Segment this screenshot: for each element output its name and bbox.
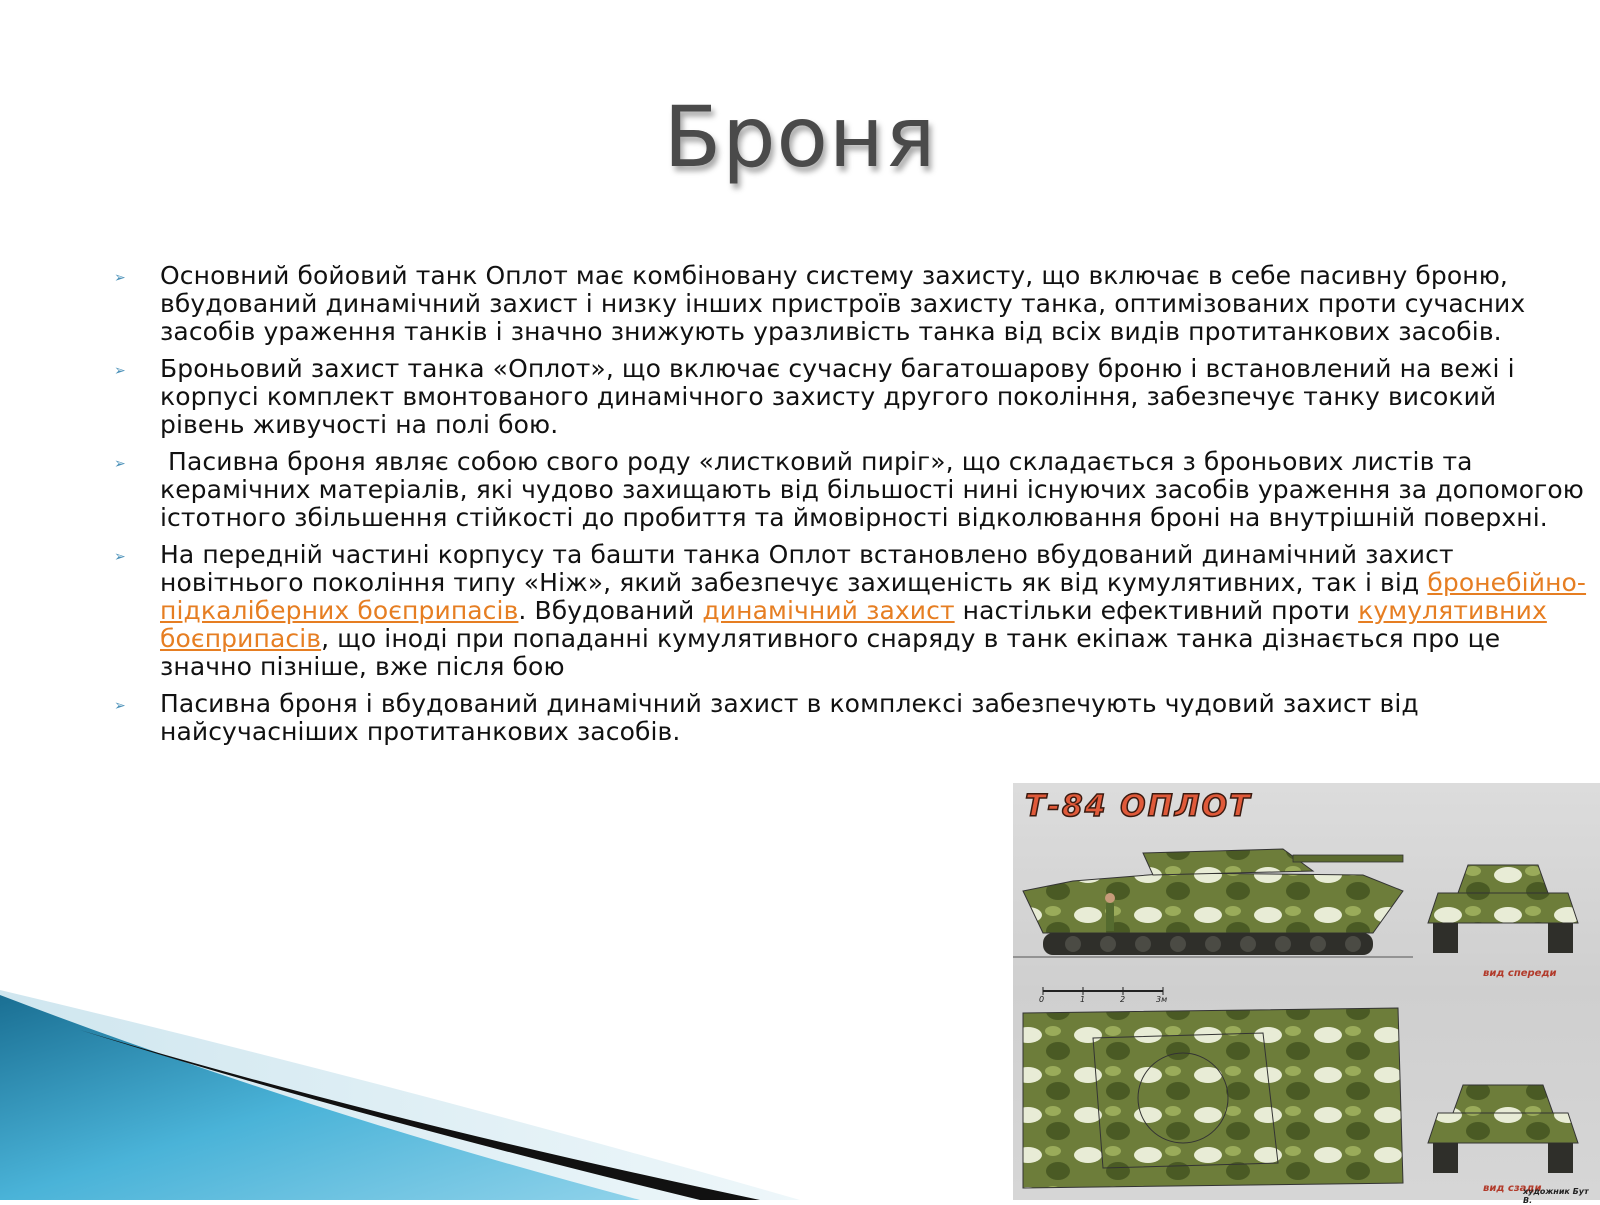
scale-label: 3м [1156,995,1168,1004]
artist-credit: художник Бут В. [1523,1187,1589,1205]
bullet-text-part: , що іноді при попаданні кумулятивного снаряду в танк екіпаж танка дізнається про це значно пізніше, вже після бою [160,624,1501,681]
scale-label: 1 [1080,995,1086,1004]
scale-label: 0 [1039,995,1045,1004]
bullet-list [108,261,1593,755]
bullet-text: Броньовий захист танка «Оплот», що включає сучасну багатошарову броню і встановлений на вежі і корпусі комплект вмонтованого динамічного захисту другого покоління, забезпечує танку високий рівень живучості на полі бою. [160,354,1515,439]
bullet-item [108,541,1588,681]
scale-label: 2 [1120,995,1126,1004]
bullet-text-part: настільки ефективний проти [954,596,1359,625]
bullet-item [108,355,1588,439]
arrow-bullet-icon: ➢ [114,549,126,565]
arrow-bullet-icon: ➢ [114,698,126,714]
bullet-text: Пасивна броня і вбудований динамічний захист в комплексі забезпечують чудовий захист від найсучасніших протитанкових засобів. [160,689,1419,746]
bullet-text: Пасивна броня являє собою свого роду «листковий пиріг», що складається з броньових листів та керамічних матеріалів, які чудово захищають від більшості нині існуючих засобів ураження за допомогою істотного збільшення стійкості до пробиття та ймовірності відколювання броні на внутрішній поверхні. [160,447,1593,532]
rear-view-label: вид сзади [1483,1183,1542,1194]
bullet-item [108,262,1588,346]
decorative-wave [0,990,800,1200]
bullet-text-part: На передній частині корпусу та башти танка Оплот встановлено вбудований динамічний захист новітнього покоління типу «Ніж», який забезпечує захищеність як від кумулятивних, так і від [160,540,1454,597]
link-apds-ammo[interactable]: бронебійно-підкаліберних боєприпасів [160,568,1587,625]
slide-title: Броня [663,88,937,186]
bullet-text-part: . Вбудований [518,596,703,625]
arrow-bullet-icon: ➢ [114,270,126,286]
bullet-item [108,690,1588,746]
front-view-label: вид спереди [1483,968,1557,979]
arrow-bullet-icon: ➢ [114,456,126,472]
tank-image [1013,783,1600,1205]
bullet-item [108,447,1593,532]
tank-drawing [1013,783,1600,1200]
bullet-text: Основний бойовий танк Оплот має комбіновану систему захисту, що включає в себе пасивну броню, вбудований динамічний захист і низку інших пристроїв захисту танка, оптимізованих проти сучасних засобів ураження танків і значно знижують уразливість танка від всіх видів протитанкових засобів. [160,261,1526,346]
link-dynamic-protection[interactable]: динамічний захист [702,596,955,625]
image-title: Т-84 ОПЛОТ [1025,789,1252,824]
link-heat-ammo[interactable]: кумулятивних боєприпасів [160,596,1547,653]
arrow-bullet-icon: ➢ [114,363,126,379]
